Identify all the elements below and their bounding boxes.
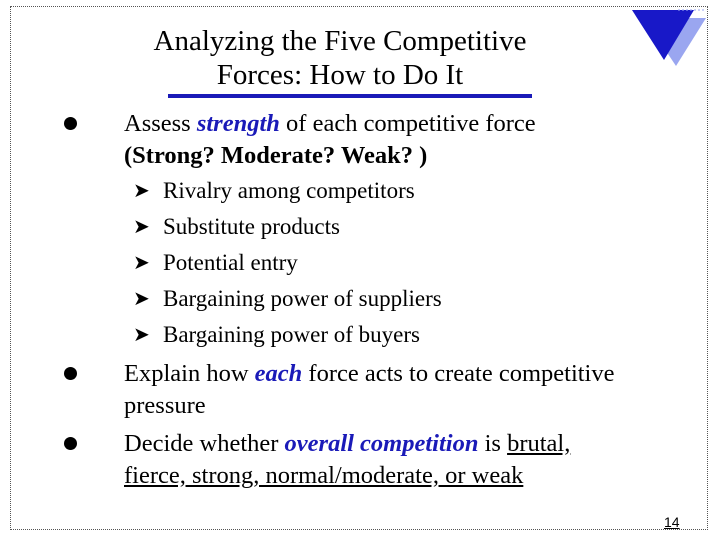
title-underline <box>168 94 532 98</box>
underlined-brutal: brutal, <box>507 430 571 457</box>
bullet-dot-icon <box>64 117 77 130</box>
bullet-dot-icon <box>64 367 77 380</box>
emphasis-overall-competition: overall competition <box>284 430 479 457</box>
page-number: 14 <box>664 514 680 530</box>
arrowhead-icon: ➤ <box>133 180 150 202</box>
bullet-assess-line-1: Assess strength of each competitive force <box>124 110 536 137</box>
emphasis-strength: strength <box>196 110 280 137</box>
slide-title <box>0 24 680 92</box>
bullet-decide-line-1: Decide whether overall competition is brutal, <box>124 430 571 457</box>
bullet-explain-line-1: Explain how each force acts to create competitive <box>124 360 615 387</box>
arrowhead-icon: ➤ <box>133 216 150 238</box>
bullet-assess-line-2: (Strong? Moderate? Weak? ) <box>124 142 428 169</box>
arrowhead-icon: ➤ <box>133 252 150 274</box>
title-line-1: Analyzing the Five Competitive <box>153 25 527 57</box>
title-line-2: Forces: How to Do It <box>216 59 464 91</box>
bullet-dot-icon <box>64 437 77 450</box>
emphasis-each: each <box>254 360 303 387</box>
bullet-explain-line-2: pressure <box>124 392 206 419</box>
bullet-decide-line-2: fierce, strong, normal/moderate, or weak <box>124 462 524 489</box>
arrowhead-icon: ➤ <box>133 324 150 346</box>
arrowhead-icon: ➤ <box>133 288 150 310</box>
